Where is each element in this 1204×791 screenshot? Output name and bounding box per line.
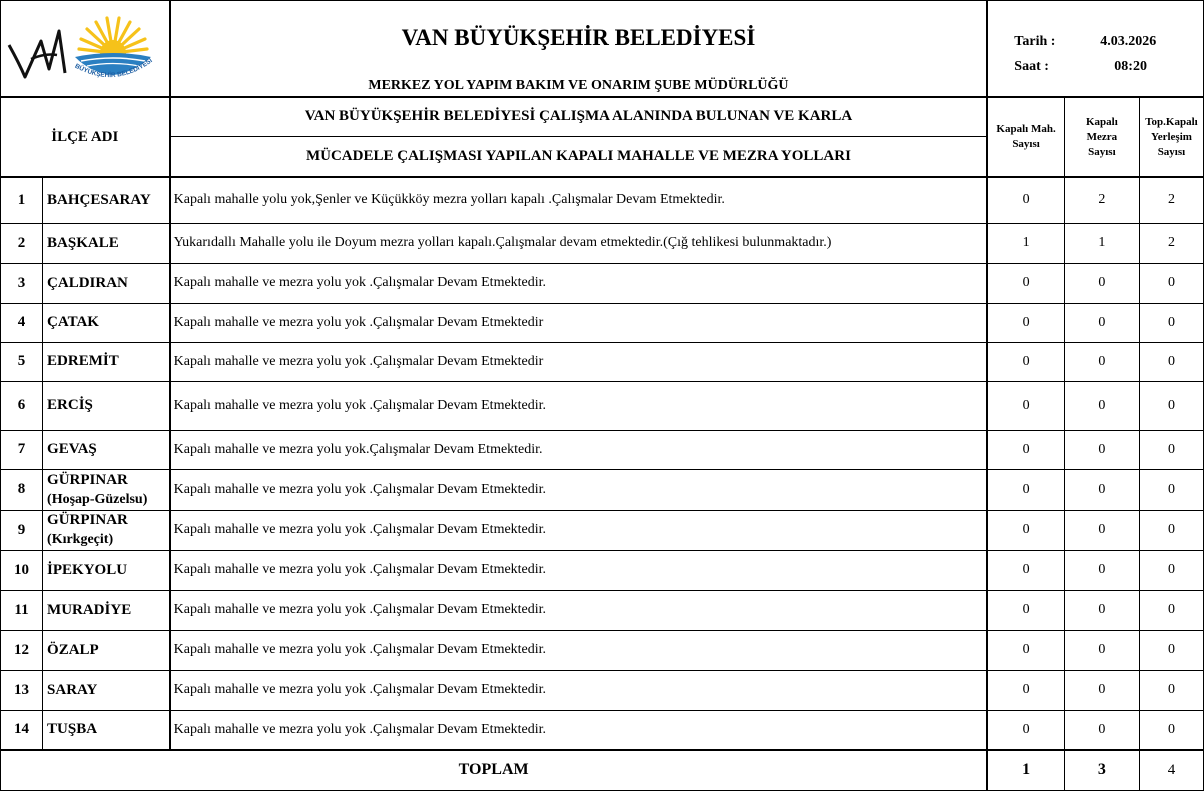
page-title: VAN BÜYÜKŞEHİR BELEDİYESİ: [401, 25, 756, 50]
table-row: [1, 630, 1204, 670]
district-name: [43, 381, 170, 430]
closed-hamlet-count: 1: [1064, 223, 1139, 263]
closed-hamlet-count: 0: [1064, 510, 1139, 550]
closed-neighborhood-count: 0: [987, 670, 1064, 710]
table-row: [1, 342, 1204, 381]
title-cell: [170, 1, 988, 98]
closed-neighborhood-count: 0: [987, 177, 1064, 223]
closed-hamlet-count: 0: [1064, 710, 1139, 750]
table-row: [1, 223, 1204, 263]
closed-neighborhood-count: 0: [987, 342, 1064, 381]
closed-hamlet-header-line1: Kapalı: [1085, 115, 1118, 128]
district-name: [43, 510, 170, 550]
district-name-line1: ÖZALP: [47, 641, 99, 658]
time-value: 08:20: [1114, 59, 1147, 74]
district-column-header: İLÇE ADI: [1, 97, 170, 177]
road-status-description: Kapalı mahalle ve mezra yolu yok .Çalışmalar Devam Etmektedir.: [170, 630, 988, 670]
closed-neighborhood-header-line1: Kapalı Mah.: [996, 123, 1056, 135]
table-row: [1, 263, 1204, 303]
total-closed-count: 0: [1139, 550, 1203, 590]
closed-hamlet-count: 0: [1064, 590, 1139, 630]
district-name-line1: BAŞKALE: [47, 234, 119, 251]
total-closed-count: 0: [1139, 263, 1203, 303]
row-number: 2: [1, 223, 43, 263]
closed-neighborhood-count: 0: [987, 469, 1064, 510]
total-closed-count: 0: [1139, 430, 1203, 469]
road-status-description: Kapalı mahalle yolu yok,Şenler ve Küçükköy mezra yolları kapalı .Çalışmalar Devam Etmektedir.: [170, 177, 988, 223]
closed-hamlet-count: 2: [1064, 177, 1139, 223]
row-number: 8: [1, 469, 43, 510]
closed-hamlet-count: 0: [1064, 630, 1139, 670]
district-name: [43, 469, 170, 510]
closed-hamlet-count: 0: [1064, 303, 1139, 342]
closed-hamlet-count: 0: [1064, 469, 1139, 510]
closed-neighborhood-count: 0: [987, 590, 1064, 630]
road-status-description: Kapalı mahalle ve mezra yolu yok .Çalışmalar Devam Etmektedir.: [170, 263, 988, 303]
van-logo-icon: [1, 1, 169, 96]
road-status-description: Kapalı mahalle ve mezra yolu yok .Çalışmalar Devam Etmektedir: [170, 303, 988, 342]
totals-total: 4: [1139, 750, 1203, 790]
road-status-description: Kapalı mahalle ve mezra yolu yok .Çalışmalar Devam Etmektedir.: [170, 590, 988, 630]
totals-row: [1, 750, 1204, 790]
table-row: [1, 510, 1204, 550]
road-status-description: Kapalı mahalle ve mezra yolu yok .Çalışmalar Devam Etmektedir.: [170, 710, 988, 750]
closed-hamlet-header: [1064, 97, 1139, 177]
table-row: [1, 590, 1204, 630]
table-row: [1, 550, 1204, 590]
closed-hamlet-count: 0: [1064, 430, 1139, 469]
closed-neighborhood-header-line2: Sayısı: [1012, 138, 1040, 150]
total-closed-header-line3: Sayısı: [1157, 145, 1186, 158]
district-name-line1: ERCİŞ: [47, 397, 93, 413]
date-value: 4.03.2026: [1100, 34, 1157, 49]
district-name: [43, 430, 170, 469]
closed-neighborhood-count: 0: [987, 263, 1064, 303]
district-name: [43, 303, 170, 342]
row-number: 4: [1, 303, 43, 342]
logo-caption: BÜYÜKŞEHİR BELEDİYESİ: [73, 57, 154, 80]
table-row: [1, 381, 1204, 430]
table-row: [1, 469, 1204, 510]
total-closed-header: [1139, 97, 1203, 177]
total-closed-count: 0: [1139, 710, 1203, 750]
description-header-line2: MÜCADELE ÇALIŞMASI YAPILAN KAPALI MAHALLE VE MEZRA YOLLARI: [170, 136, 988, 177]
datetime-cell: [987, 1, 1203, 98]
closed-hamlet-count: 0: [1064, 342, 1139, 381]
totals-mezra: 3: [1064, 750, 1139, 790]
district-name: [43, 590, 170, 630]
row-number: 12: [1, 630, 43, 670]
table-row: [1, 670, 1204, 710]
time-label: Saat :: [1014, 59, 1049, 74]
closed-hamlet-count: 0: [1064, 550, 1139, 590]
district-name: [43, 342, 170, 381]
road-status-description: Kapalı mahalle ve mezra yolu yok.Çalışmalar Devam Etmektedir.: [170, 430, 988, 469]
road-status-description: Kapalı mahalle ve mezra yolu yok .Çalışmalar Devam Etmektedir.: [170, 550, 988, 590]
total-closed-count: 0: [1139, 381, 1203, 430]
row-number: 3: [1, 263, 43, 303]
district-name-line1: MURADİYE: [47, 601, 132, 618]
district-name-line1: TUŞBA: [47, 721, 98, 738]
table-row: [1, 430, 1204, 469]
department-subtitle: MERKEZ YOL YAPIM BAKIM VE ONARIM ŞUBE MÜDÜRLÜĞÜ: [368, 78, 789, 93]
closed-hamlet-count: 0: [1064, 381, 1139, 430]
road-status-description: Kapalı mahalle ve mezra yolu yok .Çalışmalar Devam Etmektedir.: [170, 510, 988, 550]
closed-hamlet-header-line2: Mezra: [1086, 130, 1118, 143]
row-number: 13: [1, 670, 43, 710]
closed-neighborhood-count: 0: [987, 710, 1064, 750]
municipality-logo: [1, 1, 169, 96]
table-row: [1, 710, 1204, 750]
road-status-description: Kapalı mahalle ve mezra yolu yok .Çalışmalar Devam Etmektedir: [170, 342, 988, 381]
date-label: Tarih :: [1014, 34, 1056, 49]
district-name: [43, 630, 170, 670]
closed-neighborhood-count: 1: [987, 223, 1064, 263]
district-name-line1: SARAY: [47, 681, 98, 698]
row-number: 7: [1, 430, 43, 469]
total-closed-count: 0: [1139, 342, 1203, 381]
total-closed-count: 2: [1139, 177, 1203, 223]
closed-hamlet-count: 0: [1064, 263, 1139, 303]
table-row: [1, 177, 1204, 223]
closed-neighborhood-count: 0: [987, 630, 1064, 670]
total-closed-count: 0: [1139, 590, 1203, 630]
description-header-line1: VAN BÜYÜKŞEHİR BELEDİYESİ ÇALIŞMA ALANINDA BULUNAN VE KARLA: [170, 97, 988, 136]
row-number: 10: [1, 550, 43, 590]
row-number: 9: [1, 510, 43, 550]
district-name-line1: İPEKYOLU: [47, 561, 128, 578]
row-number: 1: [1, 177, 43, 223]
row-number: 5: [1, 342, 43, 381]
district-name: [43, 710, 170, 750]
row-number: 6: [1, 381, 43, 430]
closed-hamlet-header-line3: Sayısı: [1088, 145, 1116, 158]
total-closed-header-line2: Yerleşim: [1150, 130, 1192, 143]
road-status-description: Yukarıdallı Mahalle yolu ile Doyum mezra yolları kapalı.Çalışmalar devam etmektedir.(Çığ tehlikesi bulunmaktadır.): [170, 223, 988, 263]
total-closed-header-line1: Top.Kapalı: [1145, 115, 1198, 128]
district-name: [43, 670, 170, 710]
road-status-description: Kapalı mahalle ve mezra yolu yok .Çalışmalar Devam Etmektedir.: [170, 381, 988, 430]
district-name-line2: (Kırkgeçit): [47, 532, 114, 547]
closed-neighborhood-count: 0: [987, 510, 1064, 550]
district-name-line2: (Hoşap-Güzelsu): [47, 491, 148, 507]
district-name: [43, 550, 170, 590]
district-name-line1: GÜRPINAR: [47, 471, 128, 488]
district-name-line1: ÇALDIRAN: [47, 274, 128, 291]
district-name: [43, 223, 170, 263]
total-closed-count: 0: [1139, 469, 1203, 510]
row-number: 14: [1, 710, 43, 750]
district-name-line1: EDREMİT: [47, 353, 119, 369]
closed-neighborhood-count: 0: [987, 381, 1064, 430]
table-row: [1, 303, 1204, 342]
totals-mah: 1: [987, 750, 1064, 790]
closed-neighborhood-count: 0: [987, 303, 1064, 342]
road-status-description: Kapalı mahalle ve mezra yolu yok .Çalışmalar Devam Etmektedir.: [170, 670, 988, 710]
row-number: 11: [1, 590, 43, 630]
totals-label: TOPLAM: [1, 750, 988, 790]
closed-hamlet-count: 0: [1064, 670, 1139, 710]
district-name: [43, 177, 170, 223]
district-name-line1: ÇATAK: [47, 314, 99, 330]
district-name-line1: GEVAŞ: [47, 441, 97, 457]
total-closed-count: 0: [1139, 670, 1203, 710]
total-closed-count: 0: [1139, 510, 1203, 550]
district-name: [43, 263, 170, 303]
closed-neighborhood-header: [987, 97, 1064, 177]
total-closed-count: 2: [1139, 223, 1203, 263]
closed-neighborhood-count: 0: [987, 430, 1064, 469]
total-closed-count: 0: [1139, 630, 1203, 670]
district-name-line1: GÜRPINAR: [47, 512, 128, 528]
district-name-line1: BAHÇESARAY: [47, 191, 151, 208]
road-status-description: Kapalı mahalle ve mezra yolu yok .Çalışmalar Devam Etmektedir.: [170, 469, 988, 510]
logo-cell: [1, 1, 170, 98]
closed-neighborhood-count: 0: [987, 550, 1064, 590]
total-closed-count: 0: [1139, 303, 1203, 342]
